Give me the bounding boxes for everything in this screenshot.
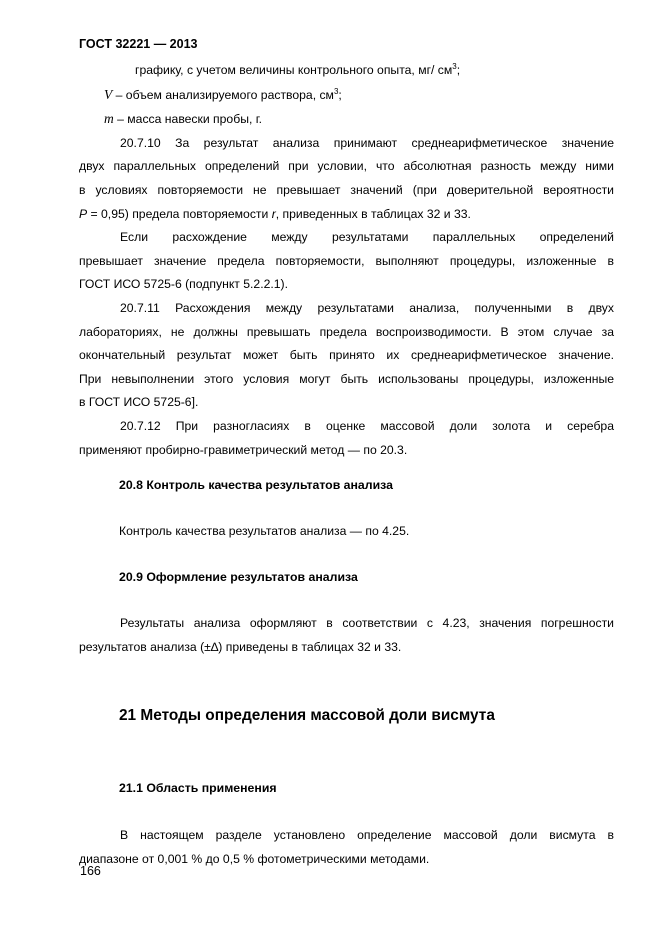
note-text: ; [456,63,461,77]
superscript: 3 [452,62,457,71]
paragraph-line: результатов анализа (±∆) приведены в таблицах 32 и 33. [79,639,402,654]
superscript: 3 [333,86,339,96]
body-text [79,824,614,871]
page-number: 166 [80,864,101,878]
note-text: – объем анализируемого раствора, см [112,87,334,102]
section-heading: 21 Методы определения массовой доли висмута [119,707,495,724]
paragraph-line: 20.7.11 Расхождения между результатами анализа, полученными в двух [120,300,614,315]
paragraph-line: двух параллельных определений при условии, что абсолютная разность между ними [79,159,614,174]
paragraph-line: Если расхождение между результатами параллельных определений [120,230,614,245]
subsection-heading: 20.8 Контроль качества результатов анализа [119,478,393,492]
formula-note-v [79,83,614,108]
variable-symbol: r [271,206,276,221]
subsection-heading: 20.9 Оформление результатов анализа [119,570,358,584]
subsection-heading: 21.1 Область применения [119,781,277,795]
variable-symbol: V [104,86,113,102]
variable-symbol: P [79,206,88,221]
variable-symbol: m [104,111,114,127]
paragraph-text: Контроль качества результатов анализа — по 4.25. [119,524,410,538]
paragraph-line [79,203,614,227]
body-text [79,612,614,659]
note-text: ; [338,87,342,102]
paragraph-line: превышает значение предела повторяемости, выполняют процедуры, изложенные в [79,253,614,268]
note-text: графику, с учетом величины контрольного опыта, мг/ см [135,63,453,77]
paragraph-line: лабораториях, не должны превышать предела воспроизводимости. В этом случае за [79,324,614,339]
paragraph-line: 20.7.10 За результат анализа принимают среднеарифметическое значение [120,135,614,150]
formula-note-m [79,107,614,132]
paragraph-line: ГОСТ ИСО 5725-6 (подпункт 5.2.2.1). [79,277,288,292]
paragraph-line: В настоящем разделе установлено определение массовой доли висмута в [120,828,614,842]
paragraph-line: в условиях повторяемости не превышает значений (при доверительной вероятности [79,182,614,197]
body-text [79,59,614,462]
paragraph-line: окончательный результат может быть принято их среднеарифметическое значение. [79,348,614,363]
paragraph-line: Результаты анализа оформляют в соответствии с 4.23, значения погрешности [120,616,614,630]
paragraph-line: 20.7.12 При разногласиях в оценке массовой доли золота и серебра [120,418,614,433]
paragraph-line: При невыполнении этого условия могут быть использованы процедуры, изложенные [79,371,614,386]
paragraph-line: применяют пробирно-гравиметрический метод — по 20.3. [79,442,408,457]
paragraph-text: , приведенных в таблицах 32 и 33. [275,206,471,221]
paragraph-line: диапазоне от 0,001 % до 0,5 % фотометрическими методами. [79,851,430,866]
paragraph-text: = 0,95) предела повторяемости [87,206,272,221]
paragraph-line: в ГОСТ ИСО 5725-6]. [79,395,199,410]
document-id: ГОСТ 32221 — 2013 [79,37,198,51]
note-text: – масса навески пробы, г. [113,112,263,127]
formula-note-line [79,59,614,83]
